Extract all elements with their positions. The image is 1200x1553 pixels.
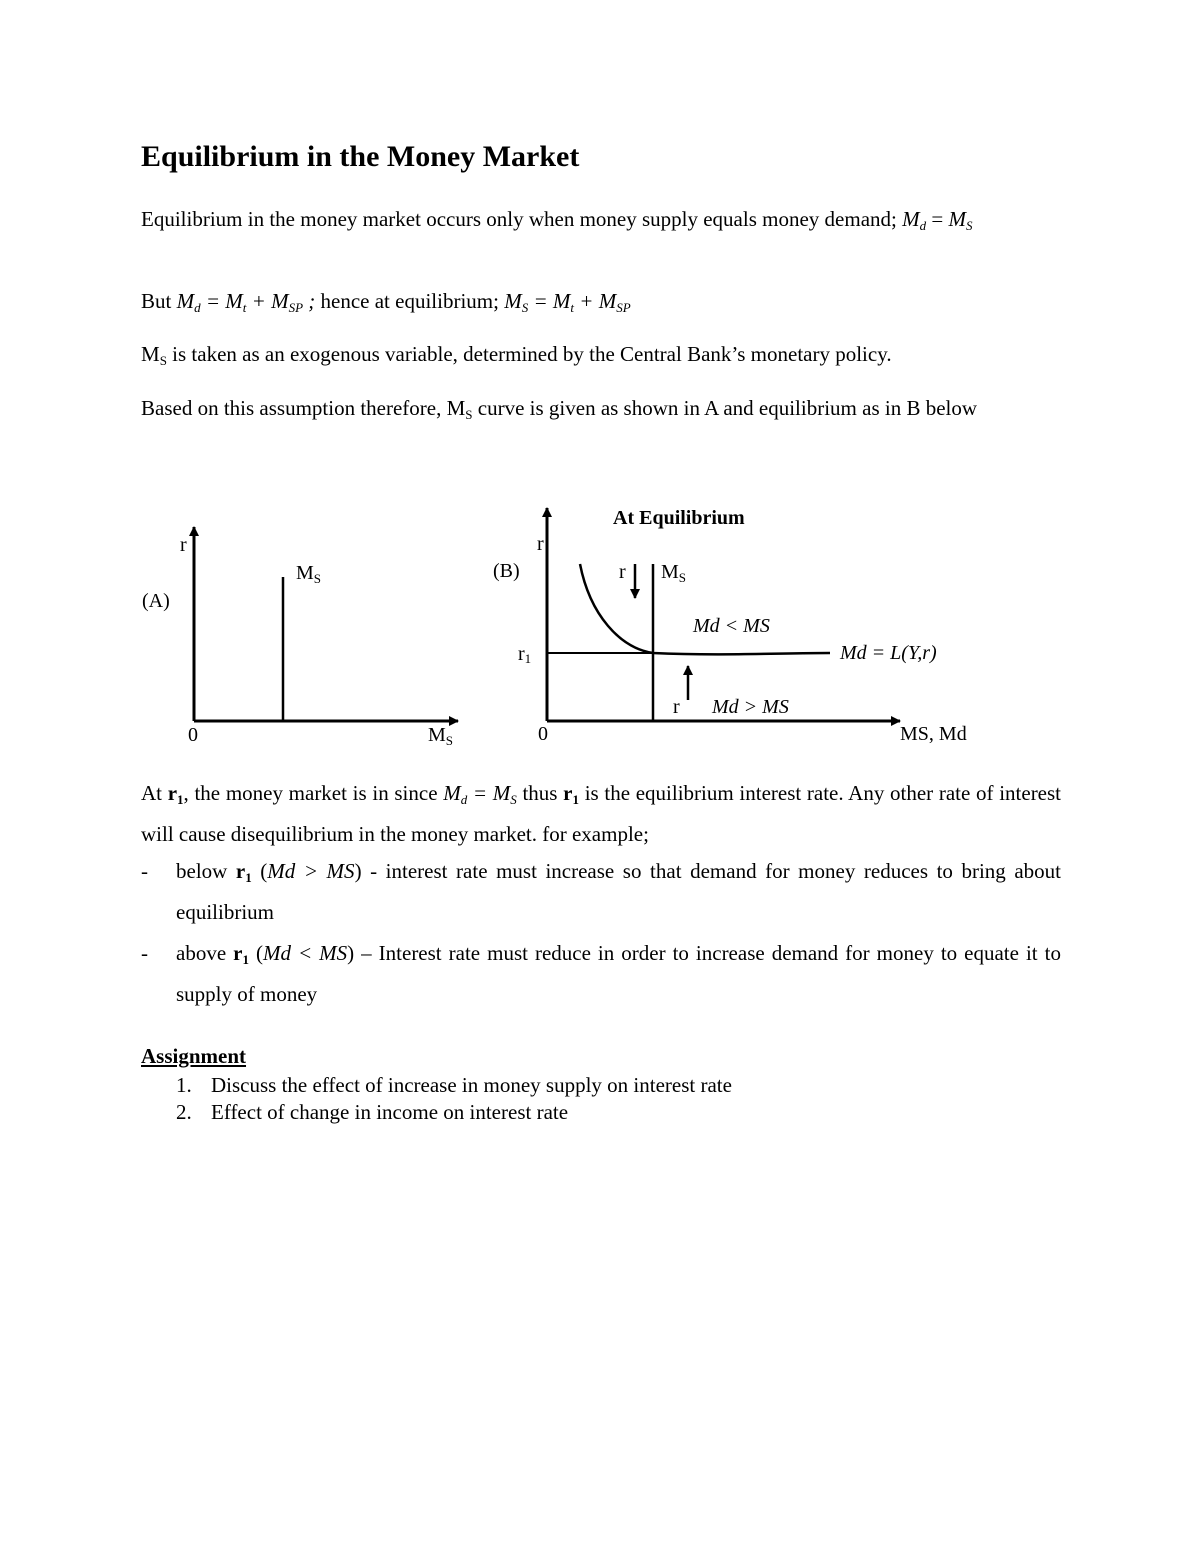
diagram-a-y-label: r — [180, 534, 187, 556]
intro-paragraph-2: But $M_d = M_t + M_{SP}$ ; hence at equilibrium; $M_S = M_t + M_{SP}$ — [141, 289, 631, 315]
condition-list — [141, 851, 1061, 1015]
diagram-a-origin: 0 — [188, 724, 198, 746]
diagram-a-x-label: $M_S$ — [428, 724, 454, 748]
diagram-b-md-curve — [580, 564, 830, 654]
list-item: 1. Discuss the effect of increase in money supply on interest rate — [176, 1073, 732, 1097]
diagram-a-ms-label: $M_S$ — [296, 562, 322, 586]
diagram-b-region-above: Md < MS — [693, 615, 770, 637]
diagram-b-md-label: Md = L(Y,r) — [840, 642, 937, 664]
diagram-b-origin: 0 — [538, 723, 548, 745]
diagram-b-arrow-down-label: r — [619, 561, 626, 583]
diagram-b-y-label: r — [537, 533, 544, 555]
intro-paragraph-1: Equilibrium in the money market occurs only when money supply equals money demand; $M_d = M_S$ — [141, 207, 973, 233]
diagram-b-panel-label: (B) — [493, 560, 520, 582]
diagram-b-ms-label: $M_S$ — [661, 561, 687, 585]
list-item: - below $r_1$ (Md > MS) - interest rate must increase so that demand for money reduces to bring about equilibrium — [141, 859, 1061, 924]
assignment-list — [141, 1072, 732, 1126]
diagram-b-arrow-up-label: r — [673, 696, 680, 718]
diagram-a-panel-label: (A) — [142, 590, 170, 612]
list-item: - above $r_1$ (Md < MS) – Interest rate must reduce in order to increase demand for money to equate it to supply of money — [141, 941, 1061, 1006]
diagram-b — [490, 500, 980, 755]
assignment-heading: Assignment — [141, 1044, 247, 1068]
diagram-b-r1-label: r1 — [518, 643, 532, 666]
diagram-b-heading: At Equilibrium — [613, 507, 745, 529]
list-item: 2. Effect of change in income on interest rate — [176, 1100, 569, 1124]
analysis-paragraph: At $r_1$, the money market is in since $M_d = M_S$ thus $r_1$ is the equilibrium interest rate. Any other rate of interest will cause disequilibrium in the money market. for example; — [141, 781, 1062, 846]
diagram-a — [130, 515, 475, 755]
diagram-b-region-below: Md > MS — [712, 696, 789, 718]
page-title: Equilibrium in the Money Market — [141, 140, 580, 173]
diagram-b-x-label: MS, Md — [900, 723, 967, 745]
intro-paragraph-3: $M_S$ is taken as an exogenous variable, determined by the Central Bank’s monetary policy. — [141, 342, 892, 368]
intro-paragraph-4: Based on this assumption therefore, $M_S$ curve is given as shown in A and equilibrium as in B below — [141, 396, 978, 422]
